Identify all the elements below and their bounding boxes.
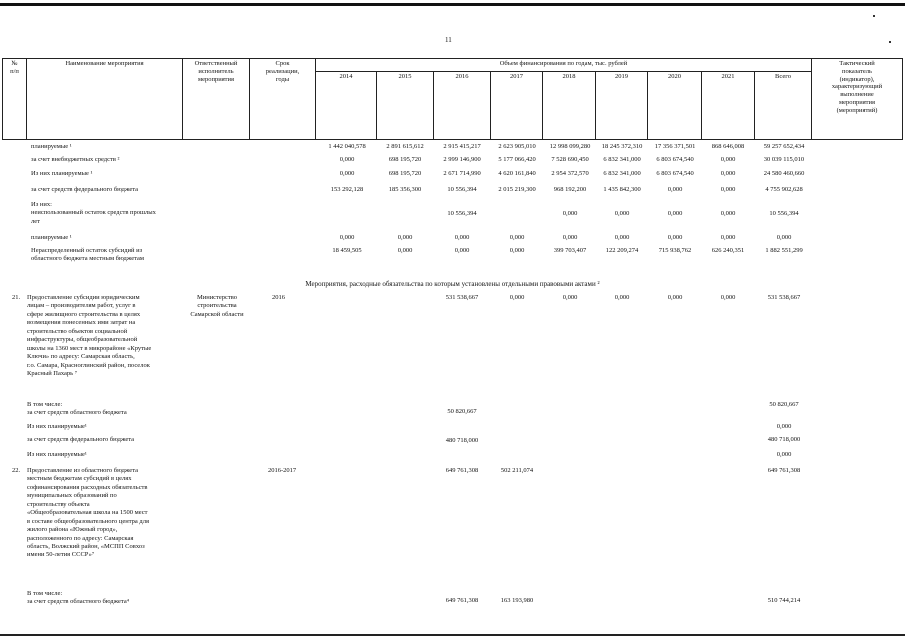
sub-label: В том числе: за счет средств областного бюджета⁴	[27, 590, 129, 606]
cell: 0,000	[339, 170, 355, 177]
cell: 10 556,394	[447, 186, 477, 193]
cell: 0,000	[509, 247, 525, 254]
cell: 6 832 341,000	[603, 170, 641, 177]
scan-speck	[889, 41, 891, 43]
row-label: планируемые ¹	[31, 143, 72, 150]
cell: 6 803 674,540	[656, 156, 694, 163]
cell: 185 356,300	[388, 186, 422, 193]
row-label: за счет средств федерального бюджета	[31, 186, 139, 193]
cell: 30 039 115,010	[763, 156, 805, 163]
page-number: 11	[445, 36, 452, 44]
cell: 122 209,274	[605, 247, 639, 254]
header-year-2017: 2017	[490, 71, 543, 140]
cell: 5 177 066,420	[498, 156, 536, 163]
item-description: Предоставление субсидии юридическим лицам – производителям работ, услуг в сфере жилищного строительства в целях возмещения понесенных ими затрат на строительство объектов социальной инфраструктуры, общеобразовательной школы на 1360 мест в микрорайоне «Крутые Ключи» по адресу: Самарская область, г.о. Самара, Красноглинский район, поселок Красный Пахарь ⁷	[27, 294, 152, 377]
scan-speck	[873, 15, 875, 17]
cell: 480 718,000	[445, 437, 479, 444]
cell: 715 938,762	[658, 247, 692, 254]
cell: 0,000	[614, 234, 630, 241]
row-label: Из них планируемые ¹	[31, 170, 93, 177]
cell: 1 435 842,300	[603, 186, 641, 193]
cell: 0,000	[776, 234, 792, 241]
cell: 0,000	[339, 156, 355, 163]
cell: 0,000	[562, 234, 578, 241]
cell: 0,000	[397, 234, 413, 241]
cell: 12 998 099,280	[549, 143, 591, 150]
cell: 0,000	[667, 210, 683, 217]
cell: 6 832 341,000	[603, 156, 641, 163]
cell: 0,000	[667, 186, 683, 193]
cell: 2 015 219,300	[498, 186, 536, 193]
row-label: за счет внебюджетных средств ²	[31, 156, 120, 163]
cell: 0,000	[562, 294, 578, 301]
cell: 18 245 372,310	[601, 143, 643, 150]
cell: 0,000	[720, 170, 736, 177]
cell: 163 193,980	[500, 597, 534, 604]
cell: 968 192,200	[553, 186, 587, 193]
header-col-funding: Объем финансирования по годам, тыс. рублей	[315, 58, 812, 72]
cell: 0,000	[614, 210, 630, 217]
cell: 0,000	[720, 210, 736, 217]
cell: 2 915 415,217	[443, 143, 481, 150]
cell: 0,000	[720, 234, 736, 241]
header-year-2015: 2015	[376, 71, 434, 140]
cell: 7 528 690,450	[551, 156, 589, 163]
cell: 2 891 615,612	[386, 143, 424, 150]
cell: 0,000	[562, 210, 578, 217]
header-year-2021: 2021	[701, 71, 755, 140]
cell: 0,000	[339, 234, 355, 241]
header-year-2018: 2018	[542, 71, 596, 140]
item-number: 21.	[12, 294, 21, 301]
cell: 0,000	[667, 294, 683, 301]
header-year-2014: 2014	[315, 71, 377, 140]
header-col-number: № п/п	[2, 58, 27, 140]
cell: 24 580 460,660	[763, 170, 805, 177]
cell: 10 556,394	[447, 210, 477, 217]
cell: 531 538,667	[767, 294, 801, 301]
cell: 399 703,407	[553, 247, 587, 254]
cell: 649 761,308	[767, 467, 801, 474]
cell: 0,000	[397, 247, 413, 254]
cell: 868 646,008	[711, 143, 745, 150]
row-label-residual: Нераспределенный остаток субсидий из областного бюджета местным бюджетам	[31, 247, 145, 263]
cell: 4 755 902,628	[765, 186, 803, 193]
item-number: 22.	[12, 467, 21, 474]
header-total: Всего	[754, 71, 812, 140]
bottom-border	[0, 634, 905, 636]
item-term: 2016	[272, 294, 285, 301]
header-year-2020: 2020	[647, 71, 702, 140]
cell: 698 195,720	[388, 156, 422, 163]
cell: 502 211,074	[500, 467, 534, 474]
cell: 0,000	[454, 234, 470, 241]
header-col-name: Наименование мероприятия	[26, 58, 183, 140]
cell: 626 240,351	[711, 247, 745, 254]
cell: 2 671 714,990	[443, 170, 481, 177]
sub-label: В том числе: за счет средств областного бюджета	[27, 401, 127, 417]
cell: 531 538,667	[445, 294, 479, 301]
cell: 0,000	[776, 423, 792, 430]
cell: 2 954 372,570	[551, 170, 589, 177]
sub-label: за счет средств федерального бюджета	[27, 436, 135, 443]
sub-label: Из них планируемые¹	[27, 423, 87, 430]
item-description: Предоставление из областного бюджета местным бюджетам субсидий в целях софинансирования расходных обязательств муниципальных образований по строительству объекта «Общеобразовательная школа на 1500 мест в составе общеобразовательного центра для жилого района «Южный город», расположенного по адресу: Самарская область, Волжский район, «МСПП Совхоз имени 50-летия СССР»⁷	[27, 467, 149, 559]
cell: 2 623 905,010	[498, 143, 536, 150]
cell: 0,000	[720, 294, 736, 301]
cell: 50 820,667	[447, 408, 477, 415]
cell: 0,000	[720, 156, 736, 163]
cell: 1 442 040,578	[328, 143, 366, 150]
cell: 0,000	[720, 186, 736, 193]
cell: 153 292,128	[330, 186, 364, 193]
cell: 0,000	[776, 451, 792, 458]
item-term: 2016-2017	[268, 467, 297, 474]
header-col-term: Срок реализации, годы	[249, 58, 316, 140]
cell: 10 556,394	[769, 210, 799, 217]
cell: 698 195,720	[388, 170, 422, 177]
cell: 480 718,000	[767, 436, 801, 443]
cell: 4 620 161,840	[498, 170, 536, 177]
section-title: Мероприятия, расходные обязательства по которым установлены отдельными правовыми актами ²	[305, 280, 600, 288]
item-responsible: Министерство строительства Самарской области	[190, 294, 244, 318]
cell: 0,000	[614, 294, 630, 301]
cell: 649 761,308	[445, 597, 479, 604]
header-col-responsible: Ответственный исполнитель мероприятия	[182, 58, 250, 140]
cell: 0,000	[509, 294, 525, 301]
row-label-unused: Из них: неиспользованный остаток средств прошлых лет	[31, 201, 156, 225]
cell: 0,000	[667, 234, 683, 241]
top-border	[0, 3, 905, 6]
cell: 2 999 146,900	[443, 156, 481, 163]
cell: 0,000	[509, 234, 525, 241]
sub-label: Из них планируемые¹	[27, 451, 87, 458]
cell: 59 257 652,434	[763, 143, 805, 150]
cell: 510 744,214	[767, 597, 801, 604]
header-col-indicator: Тактический показатель (индикатор), характеризующий выполнение мероприятия (мероприятий)	[811, 58, 903, 140]
row-label: планируемые ¹	[31, 234, 72, 241]
cell: 18 459,505	[332, 247, 362, 254]
cell: 1 882 551,299	[765, 247, 803, 254]
cell: 0,000	[454, 247, 470, 254]
cell: 17 356 371,501	[654, 143, 696, 150]
cell: 649 761,308	[445, 467, 479, 474]
cell: 50 820,667	[769, 401, 799, 408]
header-year-2016: 2016	[433, 71, 491, 140]
cell: 6 803 674,540	[656, 170, 694, 177]
header-year-2019: 2019	[595, 71, 648, 140]
